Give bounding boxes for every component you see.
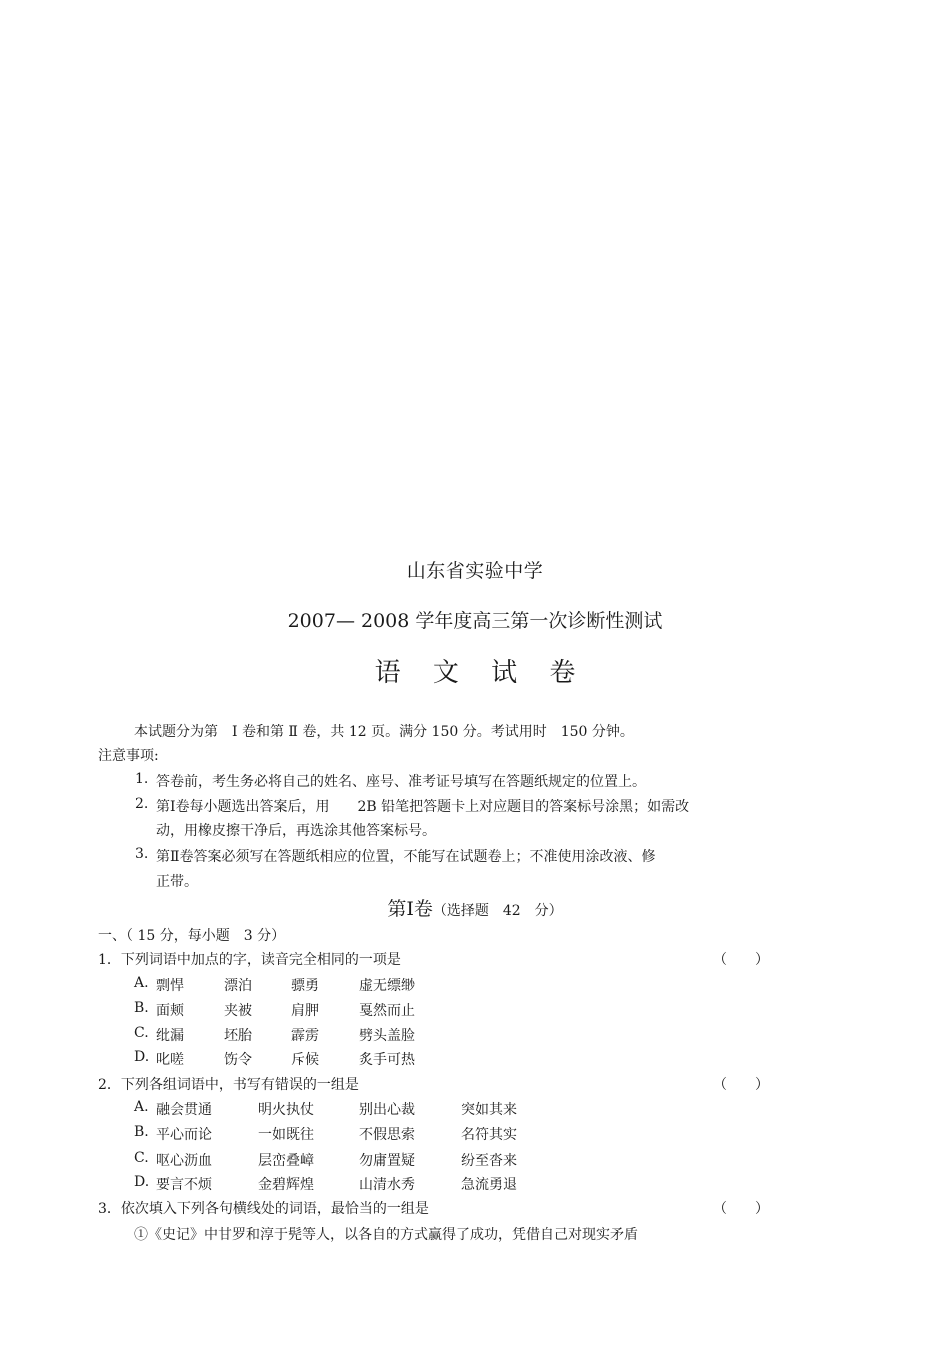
q1-option-d-label: D. — [134, 1049, 150, 1065]
q2-option-c-word: 勿庸置疑 — [359, 1153, 415, 1169]
part-heading: 一、（ 15 分，每小题 3 分） — [98, 928, 286, 944]
q1-option-c-word: 纰漏 — [156, 1028, 184, 1044]
section-subtitle: （选择题 42 分） — [432, 903, 563, 919]
q2-option-b-word: 名符其实 — [461, 1127, 517, 1143]
q1-option-c-word: 坯胎 — [224, 1028, 252, 1044]
q2-option-c-word: 纷至沓来 — [461, 1153, 517, 1169]
q1-option-d-word: 斥候 — [291, 1052, 319, 1068]
q1-option-b-word: 面颊 — [156, 1003, 184, 1019]
q2-option-b-word: 不假思索 — [359, 1127, 415, 1143]
q1-option-b-label: B. — [134, 1000, 149, 1016]
q2-option-d-word: 急流勇退 — [461, 1177, 517, 1193]
notice-1-num: 1. — [135, 771, 149, 787]
q1-option-b-word: 肩胛 — [291, 1003, 319, 1019]
q1-option-a-label: A. — [134, 975, 149, 991]
q1-option-c-word: 劈头盖脸 — [359, 1028, 415, 1044]
q2-option-c-word: 层峦叠嶂 — [258, 1153, 314, 1169]
notice-2-cont: 动，用橡皮擦干净后，再选涂其他答案标号。 — [156, 823, 436, 839]
section-title: 第Ⅰ卷 — [387, 898, 433, 920]
q2-option-b-label: B. — [134, 1124, 149, 1140]
q1-option-a-word: 虚无缥缈 — [359, 978, 415, 994]
q2-option-b-word: 一如既往 — [258, 1127, 314, 1143]
q1-option-d-word: 饬令 — [224, 1052, 252, 1068]
notice-3-num: 3. — [135, 846, 149, 862]
q2-option-b-word: 平心而论 — [156, 1127, 212, 1143]
q2-option-a-word: 别出心裁 — [359, 1102, 415, 1118]
q1-option-d-word: 炙手可热 — [359, 1052, 415, 1068]
notice-1-text: 答卷前，考生务必将自己的姓名、座号、准考证号填写在答题纸规定的位置上。 — [156, 774, 646, 790]
question-2-answer-paren: （ ） — [713, 1077, 769, 1093]
notice-2-num: 2. — [135, 796, 149, 812]
q2-option-a-label: A. — [134, 1099, 149, 1115]
school-name: 山东省实验中学 — [406, 560, 544, 582]
q1-option-c-label: C. — [134, 1025, 149, 1041]
question-3-answer-paren: （ ） — [713, 1201, 769, 1217]
q1-option-c-word: 霹雳 — [291, 1028, 319, 1044]
q1-option-a-word: 漂泊 — [224, 978, 252, 994]
q1-option-b-word: 夹被 — [224, 1003, 252, 1019]
question-1-stem: 1．下列词语中加点的字，读音完全相同的一项是 — [98, 952, 401, 968]
q1-option-a-word: 剽悍 — [156, 978, 184, 994]
q2-option-a-word: 突如其来 — [461, 1102, 517, 1118]
question-2-stem: 2．下列各组词语中，书写有错误的一组是 — [98, 1077, 359, 1093]
question-1-answer-paren: （ ） — [713, 952, 769, 968]
q1-option-d-word: 叱嗟 — [156, 1052, 184, 1068]
notice-2-text: 第Ⅰ卷每小题选出答案后，用 2B 铅笔把答题卡上对应题目的答案标号涂黑；如需改 — [156, 799, 690, 815]
q2-option-d-word: 金碧辉煌 — [258, 1177, 314, 1193]
question-3-stem: 3．依次填入下列各句横线处的词语，最恰当的一组是 — [98, 1201, 429, 1217]
q2-option-c-word: 呕心沥血 — [156, 1153, 212, 1169]
notice-3-cont: 正带。 — [156, 874, 198, 890]
question-3-text: ①《史记》中甘罗和淳于髡等人，以各自的方式赢得了成功，凭借自己对现实矛盾 — [134, 1227, 638, 1243]
q2-option-d-word: 要言不烦 — [156, 1177, 212, 1193]
intro-line: 本试题分为第 Ⅰ 卷和第 Ⅱ 卷，共 12 页。满分 150 分。考试用时 150 分钟。 — [134, 724, 634, 740]
q1-option-a-word: 骠勇 — [291, 978, 319, 994]
q2-option-a-word: 明火执仗 — [258, 1102, 314, 1118]
section-heading — [0, 894, 950, 921]
q2-option-d-word: 山清水秀 — [359, 1177, 415, 1193]
notice-heading: 注意事项: — [98, 748, 159, 764]
q1-option-b-word: 戛然而止 — [359, 1003, 415, 1019]
q2-option-d-label: D. — [134, 1174, 150, 1190]
q2-option-a-word: 融会贯通 — [156, 1102, 212, 1118]
notice-3-text: 第Ⅱ卷答案必须写在答题纸相应的位置，不能写在试题卷上；不准使用涂改液、修 — [156, 849, 656, 865]
q2-option-c-label: C. — [134, 1150, 149, 1166]
exam-title: 2007— 2008 学年度高三第一次诊断性测试 — [287, 610, 663, 632]
subject-title: 语 文 试 卷 — [374, 658, 588, 688]
